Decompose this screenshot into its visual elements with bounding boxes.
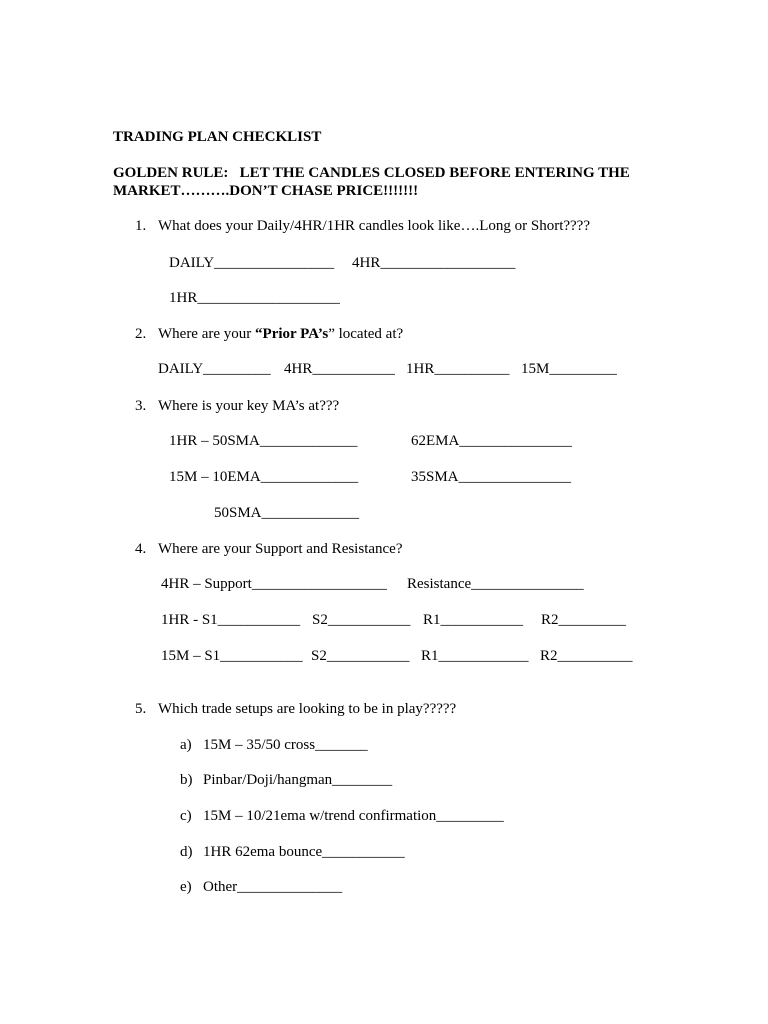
q2-1hr-field: 1HR__________	[406, 361, 510, 377]
q1-4hr-field: 4HR__________________	[352, 255, 516, 271]
q4-15m-s1-field: 15M – S1___________	[161, 648, 303, 664]
q5-item-text: 15M – 10/21ema w/trend confirmation_________	[203, 808, 504, 824]
q5-item-text: 15M – 35/50 cross_______	[203, 737, 368, 753]
q3-15m-10ema-field: 15M – 10EMA_____________	[169, 469, 359, 485]
q1-text: What does your Daily/4HR/1HR candles look like….Long or Short????	[158, 218, 590, 234]
q5-item-text: Pinbar/Doji/hangman________	[203, 772, 393, 788]
q4-text: Where are your Support and Resistance?	[158, 541, 403, 557]
q3-62ema-field: 62EMA_______________	[411, 433, 572, 449]
q4-15m-s2-field: S2___________	[311, 648, 410, 664]
q4-15m-r2-field: R2__________	[540, 648, 633, 664]
q4-1hr-r1-field: R1___________	[423, 612, 524, 628]
q3-1hr-50sma-field: 1HR – 50SMA_____________	[169, 433, 358, 449]
q2-15m-field: 15M_________	[521, 361, 617, 377]
q3-text: Where is your key MA’s at???	[158, 398, 340, 414]
q2-number: 2.	[135, 326, 147, 342]
q2-text-bold: “Prior PA’s	[255, 326, 329, 342]
q4-15m-r1-field: R1____________	[421, 648, 529, 664]
q3-50sma-field: 50SMA_____________	[214, 505, 360, 521]
q5-item-text: Other______________	[203, 879, 343, 895]
page-title: TRADING PLAN CHECKLIST	[113, 129, 322, 145]
golden-rule-line-2: MARKET……….DON’T CHASE PRICE!!!!!!!	[113, 183, 419, 199]
q4-resistance-field: Resistance_______________	[407, 576, 584, 592]
q3-35sma-field: 35SMA_______________	[411, 469, 572, 485]
q5-item-label: c)	[180, 808, 192, 824]
q5-item-label: b)	[180, 772, 193, 788]
q2-4hr-field: 4HR___________	[284, 361, 395, 377]
golden-rule-line-1: GOLDEN RULE: LET THE CANDLES CLOSED BEFORE ENTERING THE	[113, 165, 630, 181]
q4-4hr-support-field: 4HR – Support__________________	[161, 576, 387, 592]
q2-text-pre: Where are your	[158, 326, 256, 342]
q2-daily-field: DAILY_________	[158, 361, 271, 377]
q5-item-label: d)	[180, 844, 193, 860]
q5-item-label: a)	[180, 737, 192, 753]
q5-item-label: e)	[180, 879, 192, 895]
q4-1hr-s2-field: S2___________	[312, 612, 411, 628]
q2-text	[158, 325, 403, 343]
q1-number: 1.	[135, 218, 147, 234]
q2-text-post: ” located at?	[328, 326, 404, 342]
q4-1hr-r2-field: R2_________	[541, 612, 627, 628]
q4-1hr-s1-field: 1HR - S1___________	[161, 612, 301, 628]
q3-number: 3.	[135, 398, 147, 414]
q1-daily-field: DAILY________________	[169, 255, 335, 271]
q5-item-text: 1HR 62ema bounce___________	[203, 844, 405, 860]
q4-number: 4.	[135, 541, 147, 557]
q5-number: 5.	[135, 701, 147, 717]
q5-text: Which trade setups are looking to be in play?????	[158, 701, 457, 717]
q1-1hr-field: 1HR___________________	[169, 290, 340, 306]
